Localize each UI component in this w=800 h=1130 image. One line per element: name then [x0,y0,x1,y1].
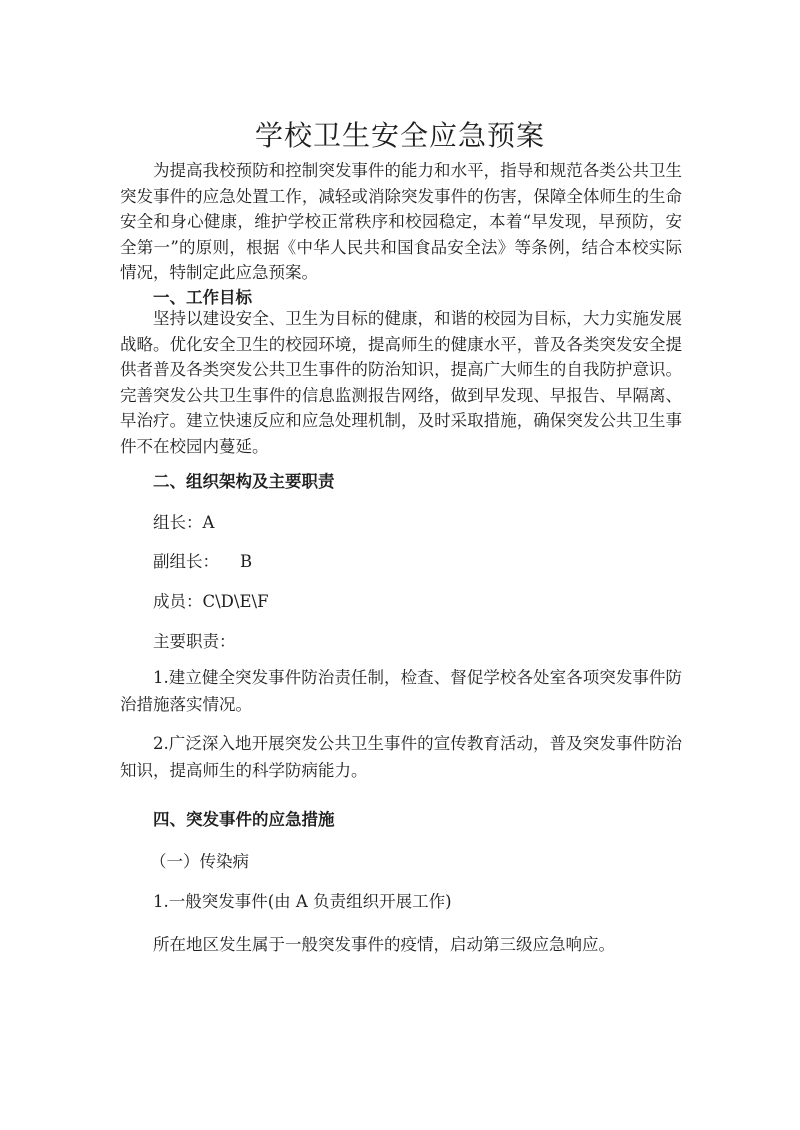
section1-heading: 一、工作目标 [153,288,252,307]
duties-label: 主要职责： [153,632,236,651]
section4-heading: 四、突发事件的应急措施 [153,810,335,829]
intro-paragraph: 为提高我校预防和控制突发事件的能力和水平，指导和规范各类公共卫生突发事件的应急处置工作，减轻或消除突发事件的伤害，保障全体师生的生命安全和身心健康，维护学校正常秩序和校园稳定，本着“早发现，早预防，安全第一”的原则，根据《中华人民共和国食品安全法》等条例，结合本校实际情况，特制定此应急预案。 [120,161,682,282]
members-line: 成员：C\D\E\F [153,592,269,611]
duty-item-2: 2.广泛深入地开展突发公共卫生事件的宣传教育活动，普及突发事件防治知识，提高师生的科学防病能力。 [120,734,682,780]
document-title: 学校卫生安全应急预案 [254,118,545,152]
emergency-item-1-body: 所在地区发生属于一般突发事件的疫情，启动第三级应急响应。 [153,935,615,954]
duty-item-1: 1.建立健全突发事件防治责任制，检查、督促学校各处室各项突发事件防治措施落实情况。 [120,668,682,714]
subsection-infectious-disease: （一）传染病 [150,852,249,871]
emergency-item-1: 1.一般突发事件(由 A 负责组织开展工作) [153,892,452,911]
section1-body: 坚持以建设安全、卫生为目标的健康，和谐的校园为目标，大力实施发展战略。优化安全卫生的校园环境，提高师生的健康水平，普及各类突发安全提供者普及各类突发公共卫生事件的防治知识，提高广大师生的自我防护意识。完善突发公共卫生事件的信息监测报告网络，做到早发现、早报告、早隔离、早治疗。建立快速反应和应急处理机制，及时采取措施，确保突发公共卫生事件不在校园内蔓延。 [120,309,682,456]
leader-line: 组长：A [153,513,215,532]
section2-heading: 二、组织架构及主要职责 [153,472,335,491]
deputy-line: 副组长： B [153,552,253,571]
